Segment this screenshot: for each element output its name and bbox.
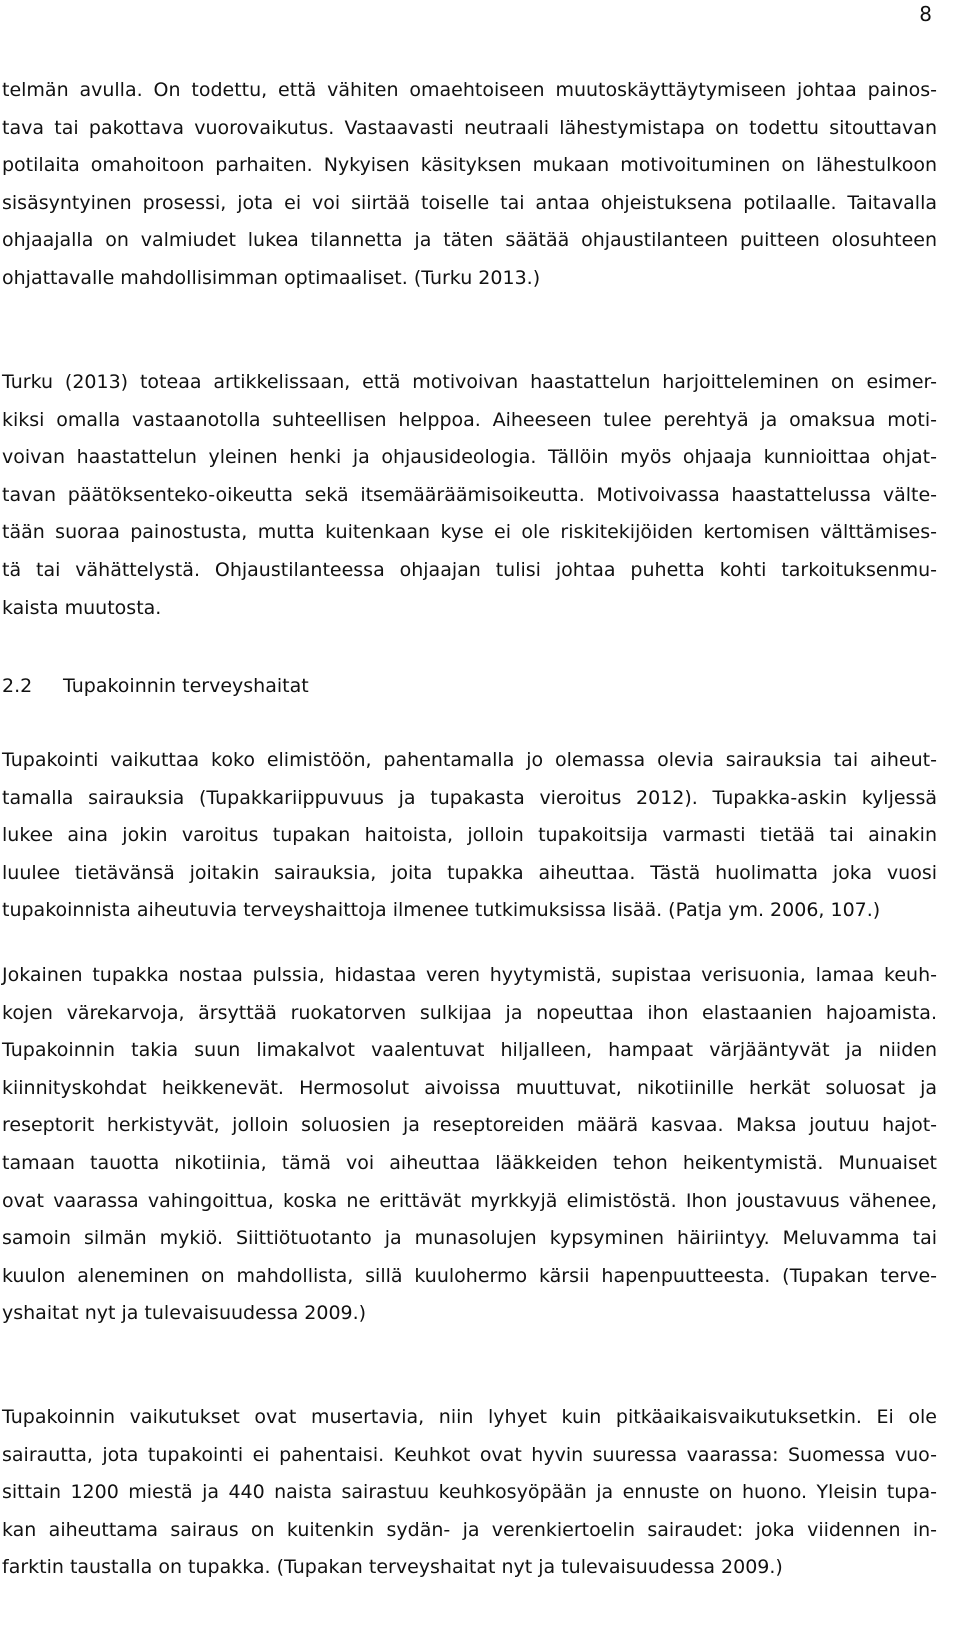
page-number: 8 — [919, 2, 932, 26]
text-line: tään suoraa painostusta, mutta kuitenkaan kyse ei ole riskitekijöiden kertomisen välttämises- — [2, 521, 937, 544]
section-title: Tupakoinnin terveyshaitat — [63, 675, 309, 697]
text-line: reseptorit herkistyvät, jolloin soluosien ja reseptoreiden määrä kasvaa. Maksa joutuu hajot- — [2, 1114, 937, 1137]
text-line: kiinnityskohdat heikkenevät. Hermosolut aivoissa muuttuvat, nikotiinille herkät soluosat ja — [2, 1076, 937, 1099]
text-line: sairautta, jota tupakointi ei pahentaisi. Keuhkot ovat hyvin suuressa vaarassa: Suomessa vuo- — [2, 1443, 937, 1466]
paragraph-smoking-effects — [2, 742, 937, 930]
text-line: Tupakoinnin takia suun limakalvot vaalentuvat hiljalleen, hampaat värjääntyvät ja niiden — [2, 1039, 937, 1062]
text-line: kojen värekarvoja, ärsyttää ruokatorven sulkijaa ja nopeuttaa ihon elastaanien hajoamista. — [2, 1001, 937, 1024]
paragraph-motivation — [2, 72, 937, 298]
text-line: tamaan tauotta nikotiinia, tämä voi aiheuttaa lääkkeiden tehon heikentymistä. Munuaiset — [2, 1151, 937, 1174]
text-line: tavan päätöksenteko-oikeutta sekä itsemääräämisoikeutta. Motivoivassa haastattelussa välte- — [2, 483, 937, 506]
text-line: tupakoinnista aiheutuvia terveyshaittoja ilmenee tutkimuksissa lisää. (Patja ym. 2006, 107.) — [2, 899, 881, 922]
text-line: voivan haastattelun yleinen henki ja ohjausideologia. Tällöin myös ohjaaja kunnioittaa ohjat- — [2, 446, 937, 469]
text-line: Tupakointi vaikuttaa koko elimistöön, pahentamalla jo olemassa olevia sairauksia tai aiheut- — [2, 749, 937, 771]
text-line: tä tai vähättelystä. Ohjaustilanteessa ohjaajan tulisi johtaa puhetta kohti tarkoituksenmu- — [2, 558, 937, 581]
text-line: kaista muutosta. — [2, 596, 162, 619]
text-line: Turku (2013) toteaa artikkelissaan, että motivoivan haastattelun harjoitteleminen on esimer- — [2, 371, 937, 393]
paragraph-health-harms — [2, 957, 937, 1333]
text-line: samoin silmän mykiö. Siittiötuotanto ja munasolujen kypsyminen häiriintyy. Meluvamma tai — [2, 1227, 937, 1250]
text-line: farktin taustalla on tupakka. (Tupakan terveyshaitat nyt ja tulevaisuudessa 2009.) — [2, 1556, 783, 1579]
text-line: tava tai pakottava vuorovaikutus. Vastaavasti neutraali lähestymistapa on todettu sitouttavan — [2, 116, 937, 139]
paragraph-long-term-effects — [2, 1399, 937, 1587]
paragraph-motivational-interview — [2, 364, 937, 627]
text-line: luulee tietävänsä joitakin sairauksia, joita tupakka aiheuttaa. Tästä huolimatta joka vuosi — [2, 861, 937, 884]
section-number: 2.2 — [2, 675, 33, 697]
section-heading — [2, 668, 309, 706]
text-line: kan aiheuttama sairaus on kuitenkin sydän- ja verenkiertoelin sairaudet: joka viidennen in- — [2, 1518, 937, 1541]
text-line: potilaita omahoitoon parhaiten. Nykyisen käsityksen mukaan motivoituminen on lähestulkoon — [2, 154, 937, 177]
text-line: telmän avulla. On todettu, että vähiten omaehtoiseen muutoskäyttäytymiseen johtaa painos- — [2, 79, 937, 101]
text-line: ovat vaarassa vahingoittua, koska ne erittävät myrkkyjä elimistöstä. Ihon joustavuus vähenee, — [2, 1189, 937, 1212]
text-line: sisäsyntyinen prosessi, jota ei voi siirtää toiselle tai antaa ohjeistuksena potilaalle. Taitavalla — [2, 191, 937, 214]
text-line: ohjattavalle mahdollisimman optimaaliset. (Turku 2013.) — [2, 266, 541, 289]
text-line: ohjaajalla on valmiudet lukea tilannetta ja täten säätää ohjaustilanteen puitteen olosuhteen — [2, 229, 937, 252]
text-line: tamalla sairauksia (Tupakkariippuvuus ja tupakasta vieroitus 2012). Tupakka-askin kyljessä — [2, 786, 937, 809]
text-line: sittain 1200 miestä ja 440 naista sairastuu keuhkosyöpään ja ennuste on huono. Yleisin tupa- — [2, 1481, 937, 1504]
text-line: kiksi omalla vastaanotolla suhteellisen helppoa. Aiheeseen tulee perehtyä ja omaksua moti- — [2, 408, 937, 431]
text-line: Jokainen tupakka nostaa pulssia, hidastaa veren hyytymistä, supistaa verisuonia, lamaa keuh- — [2, 964, 937, 986]
text-line: Tupakoinnin vaikutukset ovat musertavia, niin lyhyet kuin pitkäaikaisvaikutuksetkin. Ei ole — [2, 1406, 937, 1428]
text-line: yshaitat nyt ja tulevaisuudessa 2009.) — [2, 1302, 367, 1325]
text-line: lukee aina jokin varoitus tupakan haitoista, jolloin tupakoitsija varmasti tietää tai ainakin — [2, 824, 937, 847]
text-line: kuulon aleneminen on mahdollista, sillä kuulohermo kärsii hapenpuutteesta. (Tupakan terve- — [2, 1264, 937, 1287]
